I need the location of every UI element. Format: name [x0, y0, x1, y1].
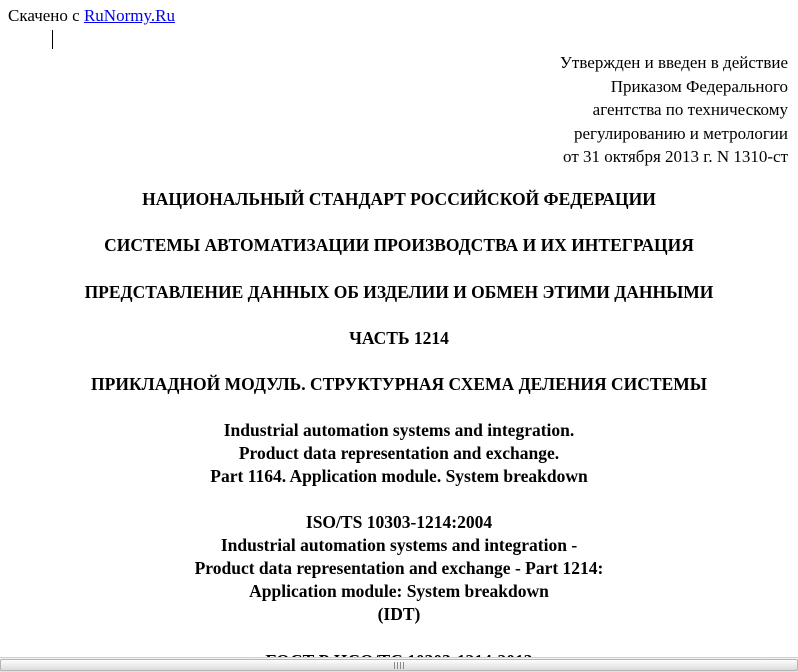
- subseries-heading: ПРЕДСТАВЛЕНИЕ ДАННЫХ ОБ ИЗДЕЛИИ И ОБМЕН ЭТИМИ ДАННЫМИ: [84, 282, 714, 302]
- runormy-link[interactable]: RuNormy.Ru: [83, 6, 175, 25]
- part-heading: ЧАСТЬ 1214: [349, 328, 449, 348]
- approval-line: Утвержден и введен в действие: [559, 53, 788, 72]
- download-prefix: Скачено с: [8, 6, 80, 25]
- english-title-line: Part 1164. Application module. System breakdown: [210, 466, 588, 486]
- horizontal-scrollbar[interactable]: [0, 657, 798, 672]
- iso-title-line: Application module: System breakdown: [249, 581, 549, 601]
- grip-icon: [394, 662, 404, 669]
- approval-block: [560, 51, 788, 169]
- iso-title-line: Product data representation and exchange - Part 1214:: [194, 558, 604, 578]
- approval-line: Приказом Федерального: [610, 76, 788, 96]
- iso-code: ISO/TS 10303-1214:2004: [305, 512, 493, 532]
- scrollbar-thumb[interactable]: [0, 659, 798, 671]
- english-title-line: Product data representation and exchange.: [238, 443, 560, 463]
- english-title-block: [0, 419, 798, 488]
- standard-type-heading: НАЦИОНАЛЬНЫЙ СТАНДАРТ РОССИЙСКОЙ ФЕДЕРАЦИИ: [142, 189, 656, 209]
- iso-reference-block: [0, 511, 798, 626]
- approval-line: агентства по техническому: [592, 100, 788, 119]
- series-heading: СИСТЕМЫ АВТОМАТИЗАЦИИ ПРОИЗВОДСТВА И ИХ ИНТЕГРАЦИЯ: [104, 235, 694, 255]
- download-source-line: [8, 6, 175, 26]
- iso-title-line: Industrial automation systems and integration -: [220, 535, 578, 555]
- module-heading: ПРИКЛАДНОЙ МОДУЛЬ. СТРУКТУРНАЯ СХЕМА ДЕЛЕНИЯ СИСТЕМЫ: [91, 374, 707, 394]
- english-title-line: Industrial automation systems and integration.: [223, 420, 575, 440]
- approval-line: от 31 октября 2013 г. N 1310-ст: [563, 147, 788, 166]
- text-cursor: [52, 30, 53, 49]
- idt-marker: (IDT): [377, 604, 421, 624]
- approval-line: регулированию и метрологии: [573, 123, 788, 143]
